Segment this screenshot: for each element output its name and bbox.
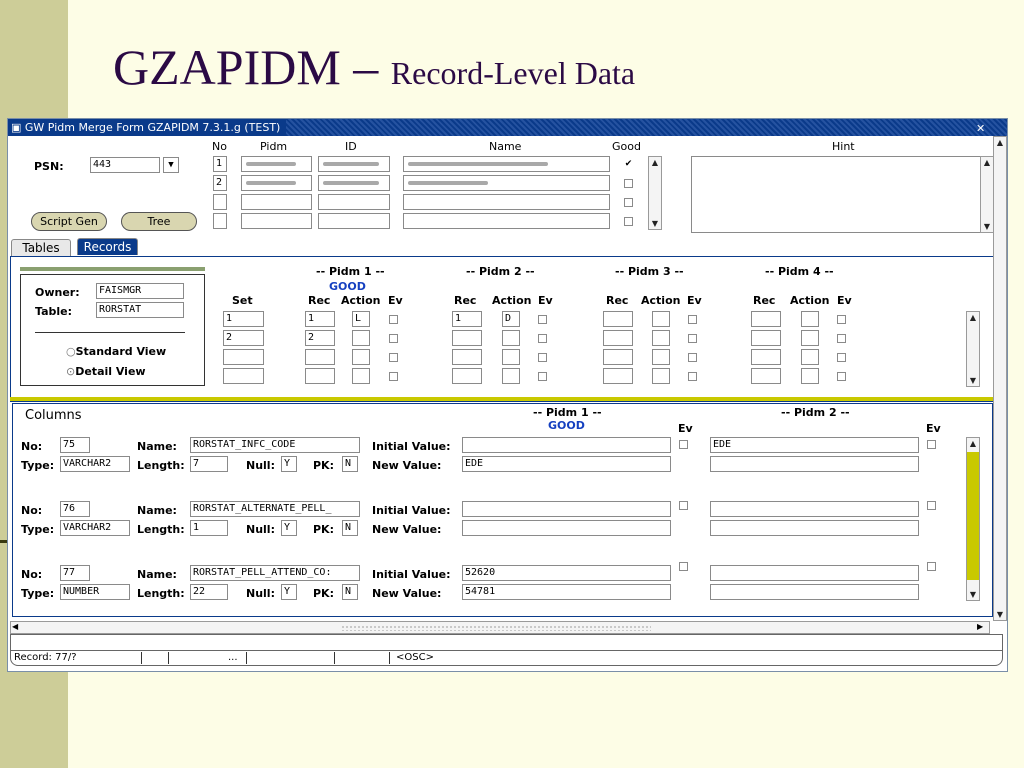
p4-ev-checkbox[interactable] — [837, 353, 846, 362]
set-label: Set — [232, 294, 253, 307]
set-input[interactable]: 2 — [223, 330, 264, 346]
window-title: GW Pidm Merge Form GZAPIDM 7.3.1.g (TEST) — [24, 121, 281, 134]
p2-action-input[interactable] — [502, 368, 520, 384]
cols-pidm2-label: -- Pidm 2 -- — [781, 406, 850, 419]
set-input[interactable] — [223, 349, 264, 365]
psn-input[interactable]: 443 — [90, 157, 160, 173]
status-sep — [389, 652, 390, 664]
col-name-label: Name: — [137, 504, 177, 517]
p4-rec-input[interactable] — [751, 349, 781, 365]
p2-action-input[interactable] — [502, 349, 520, 365]
col-pk-label: PK: — [313, 587, 334, 600]
p3-action-input[interactable] — [652, 330, 670, 346]
slide-title-main: GZAPIDM – — [113, 39, 391, 95]
status-divider — [10, 650, 1003, 651]
col-null-input[interactable]: Y — [281, 520, 297, 536]
app-icon: ▣ — [11, 121, 22, 134]
p1-ev-checkbox[interactable] — [389, 315, 398, 324]
p3-rec-label: Rec — [606, 294, 629, 307]
cols-pidm1-ev-label: Ev — [678, 422, 693, 435]
p2-ev-checkbox[interactable] — [927, 440, 936, 449]
p1-rec-input[interactable]: 2 — [305, 330, 335, 346]
p2-rec-input[interactable] — [452, 349, 482, 365]
col-no-input[interactable]: 75 — [60, 437, 90, 453]
p3-rec-input[interactable] — [603, 368, 633, 384]
new-value-label: New Value: — [372, 523, 442, 536]
col-null-input[interactable]: Y — [281, 456, 297, 472]
section-divider — [10, 397, 995, 401]
col-no-label: No: — [21, 504, 43, 517]
p2-initial-input[interactable] — [710, 501, 919, 517]
row3-pidm[interactable] — [241, 194, 312, 210]
pidm1-group-label: -- Pidm 1 -- — [316, 265, 385, 278]
p3-ev-label: Ev — [687, 294, 702, 307]
p3-action-input[interactable] — [652, 368, 670, 384]
col-null-input[interactable]: Y — [281, 584, 297, 600]
p4-action-label: Action — [790, 294, 830, 307]
pidm2-group-label: -- Pidm 2 -- — [466, 265, 535, 278]
p3-action-label: Action — [641, 294, 681, 307]
status-sep — [334, 652, 335, 664]
row4-name[interactable] — [403, 213, 610, 229]
col-length-input[interactable]: 1 — [190, 520, 228, 536]
row4-pidm[interactable] — [241, 213, 312, 229]
status-sep — [141, 652, 142, 664]
p2-new-input[interactable] — [710, 456, 919, 472]
col-no-label: No: — [21, 440, 43, 453]
dropdown-arrow-icon[interactable]: ▼ — [163, 157, 179, 173]
row3-id[interactable] — [318, 194, 390, 210]
p2-ev-checkbox[interactable] — [538, 353, 547, 362]
cols-pidm1-label: -- Pidm 1 -- — [533, 406, 602, 419]
p1-rec-input[interactable] — [305, 349, 335, 365]
p4-action-input[interactable] — [801, 311, 819, 327]
standard-view-radio[interactable] — [66, 345, 166, 358]
slide-title — [113, 38, 635, 96]
p1-action-input[interactable] — [352, 368, 370, 384]
col-null-label: Null: — [246, 587, 275, 600]
detail-view-radio[interactable] — [66, 365, 146, 378]
window-titlebar — [8, 119, 1007, 136]
p4-rec-label: Rec — [753, 294, 776, 307]
p1-new-input[interactable] — [462, 520, 671, 536]
p3-rec-input[interactable] — [603, 349, 633, 365]
p1-action-label: Action — [341, 294, 381, 307]
row3-good-checkbox[interactable] — [624, 198, 633, 207]
p3-ev-checkbox[interactable] — [688, 334, 697, 343]
cols-pidm2-ev-label: Ev — [926, 422, 941, 435]
col-pk-label: PK: — [313, 523, 334, 536]
window-vscrollbar[interactable] — [993, 136, 1007, 621]
scroll-left-icon[interactable]: ◀ — [12, 622, 19, 631]
col-pidm: Pidm — [260, 140, 288, 153]
owner-label: Owner: — [35, 286, 80, 299]
p4-rec-input[interactable] — [751, 330, 781, 346]
app-window — [7, 118, 1008, 672]
p2-ev-label: Ev — [538, 294, 553, 307]
set-input[interactable] — [223, 368, 264, 384]
pidm1-status: GOOD — [329, 280, 366, 293]
scroll-up-icon[interactable]: ▲ — [996, 138, 1004, 147]
status-sep — [246, 652, 247, 664]
row1-pidm[interactable] — [241, 156, 312, 172]
row3-no[interactable] — [213, 194, 227, 210]
status-osc: <OSC> — [396, 652, 434, 663]
p4-action-input[interactable] — [801, 330, 819, 346]
status-record: Record: 77/? — [14, 652, 77, 663]
pidm3-group-label: -- Pidm 3 -- — [615, 265, 684, 278]
status-dots: ... — [228, 652, 238, 663]
p1-initial-input[interactable]: 52620 — [462, 565, 671, 581]
p4-action-input[interactable] — [801, 368, 819, 384]
col-id: ID — [345, 140, 357, 153]
p2-new-input[interactable] — [710, 584, 919, 600]
p1-ev-checkbox[interactable] — [679, 501, 688, 510]
col-pk-input[interactable]: N — [342, 456, 358, 472]
p2-ev-checkbox[interactable] — [538, 315, 547, 324]
row1-good-checkbox[interactable]: ✔ — [624, 159, 633, 169]
col-name-label: Name: — [137, 568, 177, 581]
panel-divider — [20, 267, 205, 271]
col-name-label: Name: — [137, 440, 177, 453]
tab-records[interactable]: Records — [77, 238, 138, 255]
owner-input[interactable]: FAISMGR — [96, 283, 184, 299]
rows-scrollbar[interactable] — [648, 156, 662, 230]
table-input[interactable]: RORSTAT — [96, 302, 184, 318]
p2-ev-checkbox[interactable] — [927, 501, 936, 510]
p1-action-input[interactable]: L — [352, 311, 370, 327]
p1-ev-label: Ev — [388, 294, 403, 307]
p1-ev-checkbox[interactable] — [389, 353, 398, 362]
p3-action-input[interactable] — [652, 349, 670, 365]
p3-ev-checkbox[interactable] — [688, 353, 697, 362]
tree-button[interactable]: Tree — [121, 212, 197, 231]
col-type-input[interactable]: NUMBER — [60, 584, 130, 600]
p2-ev-checkbox[interactable] — [538, 334, 547, 343]
row2-id[interactable] — [318, 175, 390, 191]
col-name-input[interactable]: RORSTAT_PELL_ATTEND_CO: — [190, 565, 360, 581]
p3-rec-input[interactable] — [603, 311, 633, 327]
row1-id[interactable] — [318, 156, 390, 172]
row2-pidm[interactable] — [241, 175, 312, 191]
p2-ev-checkbox[interactable] — [538, 372, 547, 381]
p4-ev-checkbox[interactable] — [837, 315, 846, 324]
p2-ev-checkbox[interactable] — [927, 562, 936, 571]
row4-good-checkbox[interactable] — [624, 217, 633, 226]
p1-new-input[interactable]: EDE — [462, 456, 671, 472]
row4-no[interactable] — [213, 213, 227, 229]
p1-new-input[interactable]: 54781 — [462, 584, 671, 600]
col-hint: Hint — [832, 140, 855, 153]
p1-ev-checkbox[interactable] — [389, 372, 398, 381]
p1-initial-input[interactable] — [462, 501, 671, 517]
p4-ev-checkbox[interactable] — [837, 334, 846, 343]
col-type-label: Type: — [21, 459, 55, 472]
col-length-label: Length: — [137, 523, 185, 536]
p2-new-input[interactable] — [710, 520, 919, 536]
row1-name[interactable] — [403, 156, 610, 172]
p1-action-input[interactable] — [352, 330, 370, 346]
col-length-label: Length: — [137, 459, 185, 472]
col-good: Good — [612, 140, 641, 153]
col-no-label: No: — [21, 568, 43, 581]
new-value-label: New Value: — [372, 459, 442, 472]
col-type-label: Type: — [21, 587, 55, 600]
columns-title: Columns — [25, 408, 82, 423]
col-no: No — [212, 140, 227, 153]
col-no-input[interactable]: 77 — [60, 565, 90, 581]
p4-rec-input[interactable] — [751, 368, 781, 384]
col-null-label: Null: — [246, 459, 275, 472]
p1-action-input[interactable] — [352, 349, 370, 365]
status-sep — [168, 652, 169, 664]
detail-view-label: Detail View — [75, 365, 146, 378]
p2-rec-label: Rec — [454, 294, 477, 307]
p1-rec-input[interactable] — [305, 368, 335, 384]
p4-ev-checkbox[interactable] — [837, 372, 846, 381]
window-hscrollbar[interactable] — [10, 621, 990, 634]
col-name: Name — [489, 140, 522, 153]
initial-value-label: Initial Value: — [372, 568, 451, 581]
scroll-down-icon[interactable]: ▼ — [969, 590, 977, 599]
row2-good-checkbox[interactable] — [624, 179, 633, 188]
p2-rec-input[interactable]: 1 — [452, 311, 482, 327]
p3-action-input[interactable] — [652, 311, 670, 327]
p1-initial-input[interactable] — [462, 437, 671, 453]
p1-ev-checkbox[interactable] — [679, 562, 688, 571]
scroll-thumb[interactable] — [967, 452, 979, 580]
scroll-up-icon[interactable]: ▲ — [983, 158, 991, 167]
p2-rec-input[interactable] — [452, 330, 482, 346]
row3-name[interactable] — [403, 194, 610, 210]
p2-action-input[interactable]: D — [502, 311, 520, 327]
p1-rec-label: Rec — [308, 294, 331, 307]
close-icon[interactable]: ✕ — [976, 122, 986, 135]
p1-ev-checkbox[interactable] — [389, 334, 398, 343]
columns-scrollbar[interactable] — [966, 437, 980, 601]
standard-view-label: Standard View — [75, 345, 167, 358]
scroll-down-icon[interactable]: ▼ — [969, 376, 977, 385]
initial-value-label: Initial Value: — [372, 440, 451, 453]
p1-rec-input[interactable]: 1 — [305, 311, 335, 327]
scroll-up-icon[interactable]: ▲ — [651, 158, 659, 167]
p4-action-input[interactable] — [801, 349, 819, 365]
p2-action-label: Action — [492, 294, 532, 307]
p1-ev-checkbox[interactable] — [679, 440, 688, 449]
col-name-input[interactable]: RORSTAT_ALTERNATE_PELL_ — [190, 501, 360, 517]
p3-rec-input[interactable] — [603, 330, 633, 346]
script-gen-button[interactable]: Script Gen — [31, 212, 107, 231]
col-no-input[interactable]: 76 — [60, 501, 90, 517]
p2-rec-input[interactable] — [452, 368, 482, 384]
col-length-input[interactable]: 7 — [190, 456, 228, 472]
set-input[interactable]: 1 — [223, 311, 264, 327]
col-pk-label: PK: — [313, 459, 334, 472]
p3-ev-checkbox[interactable] — [688, 372, 697, 381]
col-name-input[interactable]: RORSTAT_INFC_CODE — [190, 437, 360, 453]
row4-id[interactable] — [318, 213, 390, 229]
scroll-down-icon[interactable]: ▼ — [983, 222, 991, 231]
col-null-label: Null: — [246, 523, 275, 536]
col-type-input[interactable]: VARCHAR2 — [60, 456, 130, 472]
p3-ev-checkbox[interactable] — [688, 315, 697, 324]
tab-tables[interactable]: Tables — [11, 239, 71, 256]
row2-no[interactable]: 2 — [213, 175, 227, 191]
hint-scrollbar[interactable] — [980, 156, 994, 233]
col-length-input[interactable]: 22 — [190, 584, 228, 600]
col-pk-input[interactable]: N — [342, 584, 358, 600]
row1-no[interactable]: 1 — [213, 156, 227, 172]
scroll-down-icon[interactable]: ▼ — [996, 610, 1004, 619]
col-pk-input[interactable]: N — [342, 520, 358, 536]
scroll-up-icon[interactable]: ▲ — [969, 439, 977, 448]
table-label: Table: — [35, 305, 73, 318]
scroll-down-icon[interactable]: ▼ — [651, 219, 659, 228]
slide-title-sub: Record-Level Data — [390, 55, 636, 91]
new-value-label: New Value: — [372, 587, 442, 600]
scroll-thumb[interactable] — [341, 625, 651, 631]
pidm4-group-label: -- Pidm 4 -- — [765, 265, 834, 278]
col-type-label: Type: — [21, 523, 55, 536]
p2-action-input[interactable] — [502, 330, 520, 346]
p2-initial-input[interactable]: EDE — [710, 437, 919, 453]
p4-ev-label: Ev — [837, 294, 852, 307]
radio-icon: ○ — [66, 345, 76, 358]
cols-pidm1-status: GOOD — [548, 419, 585, 432]
p2-initial-input[interactable] — [710, 565, 919, 581]
scroll-up-icon[interactable]: ▲ — [969, 313, 977, 322]
scroll-right-icon[interactable]: ▶ — [977, 622, 984, 631]
hint-textarea[interactable] — [691, 156, 988, 233]
initial-value-label: Initial Value: — [372, 504, 451, 517]
p4-rec-input[interactable] — [751, 311, 781, 327]
row2-name[interactable] — [403, 175, 610, 191]
records-scrollbar[interactable] — [966, 311, 980, 387]
radio-icon: ⊙ — [66, 365, 76, 378]
box-divider — [35, 332, 185, 333]
col-type-input[interactable]: VARCHAR2 — [60, 520, 130, 536]
col-length-label: Length: — [137, 587, 185, 600]
psn-label: PSN: — [34, 160, 64, 173]
